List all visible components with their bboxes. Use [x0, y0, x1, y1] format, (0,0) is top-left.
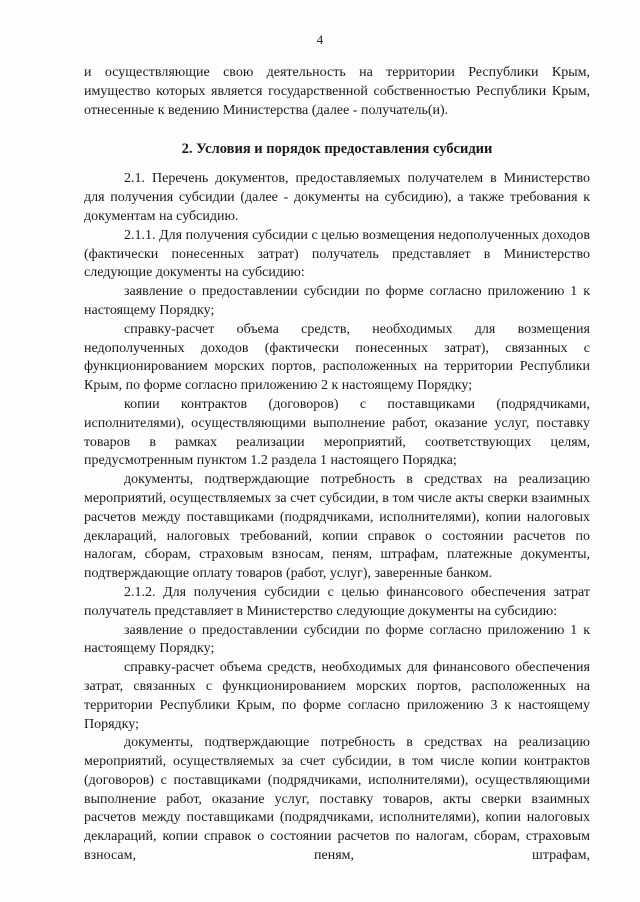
section-heading: 2. Условия и порядок предоставления субсидии	[181, 141, 493, 158]
list-item-supporting-documents: документы, подтверждающие потребность в средствах на реализацию мероприятий, осуществляемых за счет субсидии, в том числе акты сверки взаимных расчетов между поставщиками (подрядчиками, исполнителями), копии налоговых деклараций, налоговых требований, копии справок о состоянии расчетов по налогам, сборам, страховым взносам, пеням, штрафам, платежные документы, подтверждающие оплату товаров (работ, услуг), заверенные банком.	[84, 472, 590, 582]
page-number: 4	[316, 32, 324, 47]
list-item-application-2: заявление о предоставлении субсидии по форме согласно приложению 1 к настоящему Порядку;	[84, 622, 590, 657]
paragraph-2-1-2: 2.1.2. Для получения субсидии с целью финансового обеспечения затрат получатель представляет в Министерство следующие документы на субсидию:	[84, 584, 590, 619]
paragraph-2-1-1: 2.1.1. Для получения субсидии с целью возмещения недополученных доходов (фактически понесенных затрат) получатель представляет в Министерство следующие документы на субсидию:	[84, 227, 590, 281]
list-item-calculation-2: справку-расчет объема средств, необходимых для финансового обеспечения затрат, связанных с функционированием морских портов, расположенных на территории Республики Крым, по форме согласно приложению 3 к настоящему Порядку;	[84, 660, 590, 732]
list-item-application: заявление о предоставлении субсидии по форме согласно приложению 1 к настоящему Порядку;	[84, 284, 590, 318]
document-body	[84, 64, 590, 866]
paragraph-2-1: 2.1. Перечень документов, предоставляемых получателем в Министерство для получения субсидии (далее - документы на субсидию), а также требования к документам на субсидию.	[84, 171, 590, 224]
list-item-supporting-documents-2: документы, подтверждающие потребность в средствах на реализацию мероприятий, осуществляемых за счет субсидии, в том числе копии контрактов (договоров) с поставщиками (подрядчиками, исполнителями), осуществляющими выполнение работ, оказание услуг, поставку товаров, акты сверки взаимных расчетов между поставщиками (подрядчиками, исполнителями), копии налоговых деклараций, копии справок о состоянии расчетов по налогам, сборам, страховым взносам, пеням, штрафам,	[84, 735, 590, 864]
intro-paragraph: и осуществляющие свою деятельность на территории Республики Крым, имущество которых является государственной собственностью Республики Крым, отнесенные к ведению Министерства (далее - получатель(и).	[84, 65, 590, 118]
list-item-contracts: копии контрактов (договоров) с поставщиками (подрядчиками, исполнителями), осуществляющими выполнение работ, оказание услуг, поставку товаров в рамках реализации мероприятий, соответствующих целям, предусмотренным пунктом 1.2 раздела 1 настоящего Порядка;	[84, 396, 590, 469]
list-item-calculation: справку-расчет объема средств, необходимых для возмещения недополученных доходов (фактически понесенных затрат), связанных с функционированием морских портов, расположенных на территории Республики Крым, по форме согласно приложению 2 к настоящему Порядку;	[84, 321, 590, 394]
